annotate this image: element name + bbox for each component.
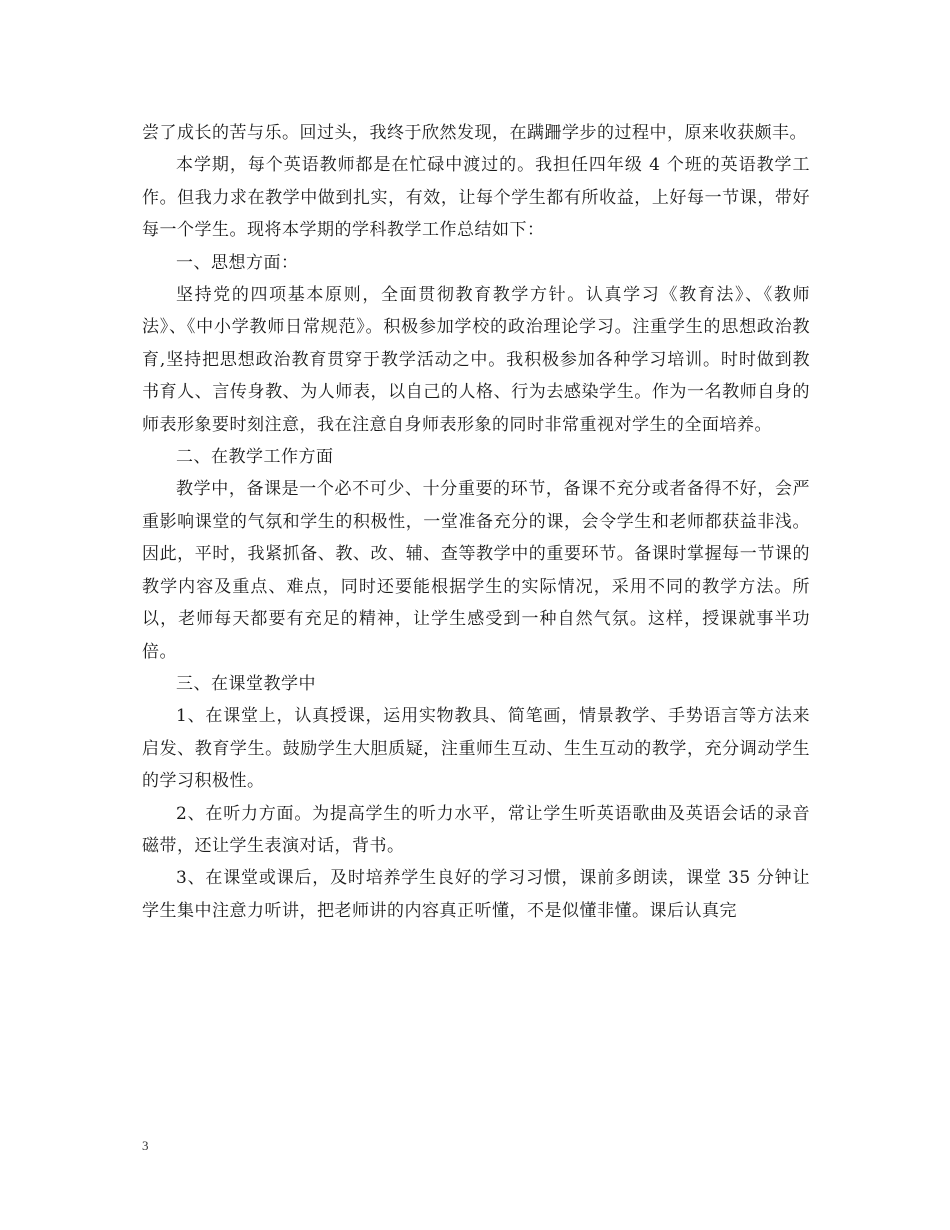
paragraph-teaching: 教学中，备课是一个必不可少、十分重要的环节，备课不充分或者备得不好，会严重影响课堂的气氛和学生的积极性，一堂准备充分的课，会令学生和老师都获益非浅。因此，平时，我紧抓备、教、改、辅、查等教学中的重要环节。备课时掌握每一节课的教学内容及重点、难点，同时还要能根据学生的实际情况，采用不同的教学方法。所以，老师每天都要有充足的精神，让学生感受到一种自然气氛。这样，授课就事半功倍。: [142, 479, 810, 662]
paragraph-continuation: 尝了成长的苦与乐。回过头，我终于欣然发现，在蹒跚学步的过程中，原来收获颇丰。: [142, 123, 807, 143]
paragraph-intro: 本学期，每个英语教师都是在忙碌中渡过的。我担任四年级 4 个班的英语教学工作。但我力求在教学中做到扎实，有效，让每个学生都有所收益，上好每一节课，带好每一个学生。现将本学期的学科教学工作总结如下：: [142, 155, 810, 241]
page-number: 3: [142, 1138, 149, 1153]
section-heading-thought: 一、思想方面：: [176, 252, 299, 273]
paragraph-thought: 坚持党的四项基本原则，全面贯彻教育教学方针。认真学习《教育法》、《教师法》、《中小学教师日常规范》。积极参加学校的政治理论学习。注重学生的思想政治教育,坚持把思想政治教育贯穿于教学活动之中。我积极参加各种学习培训。时时做到教书育人、言传身教、为人师表，以自己的人格、行为去感染学生。作为一名教师自身的师表形象要时刻注意，我在注意自身师表形象的同时非常重视对学生的全面培养。: [142, 285, 810, 435]
document-body: [142, 117, 810, 927]
section-heading-classroom: 三、在课堂教学中: [176, 673, 316, 694]
list-item-3: 3、在课堂或课后，及时培养学生良好的学习习惯，课前多朗读，课堂 35 分钟让学生集中注意力听讲，把老师讲的内容真正听懂，不是似懂非懂。课后认真完: [142, 868, 810, 921]
section-heading-teaching: 二、在教学工作方面: [176, 447, 334, 468]
list-item-1: 1、在课堂上，认真授课，运用实物教具、简笔画，情景教学、手势语言等方法来启发、教育学生。鼓励学生大胆质疑，注重师生互动、生生互动的教学，充分调动学生的学习积极性。: [142, 706, 810, 792]
list-item-2: 2、在听力方面。为提高学生的听力水平，常让学生听英语歌曲及英语会话的录音磁带，还让学生表演对话，背书。: [142, 803, 810, 856]
